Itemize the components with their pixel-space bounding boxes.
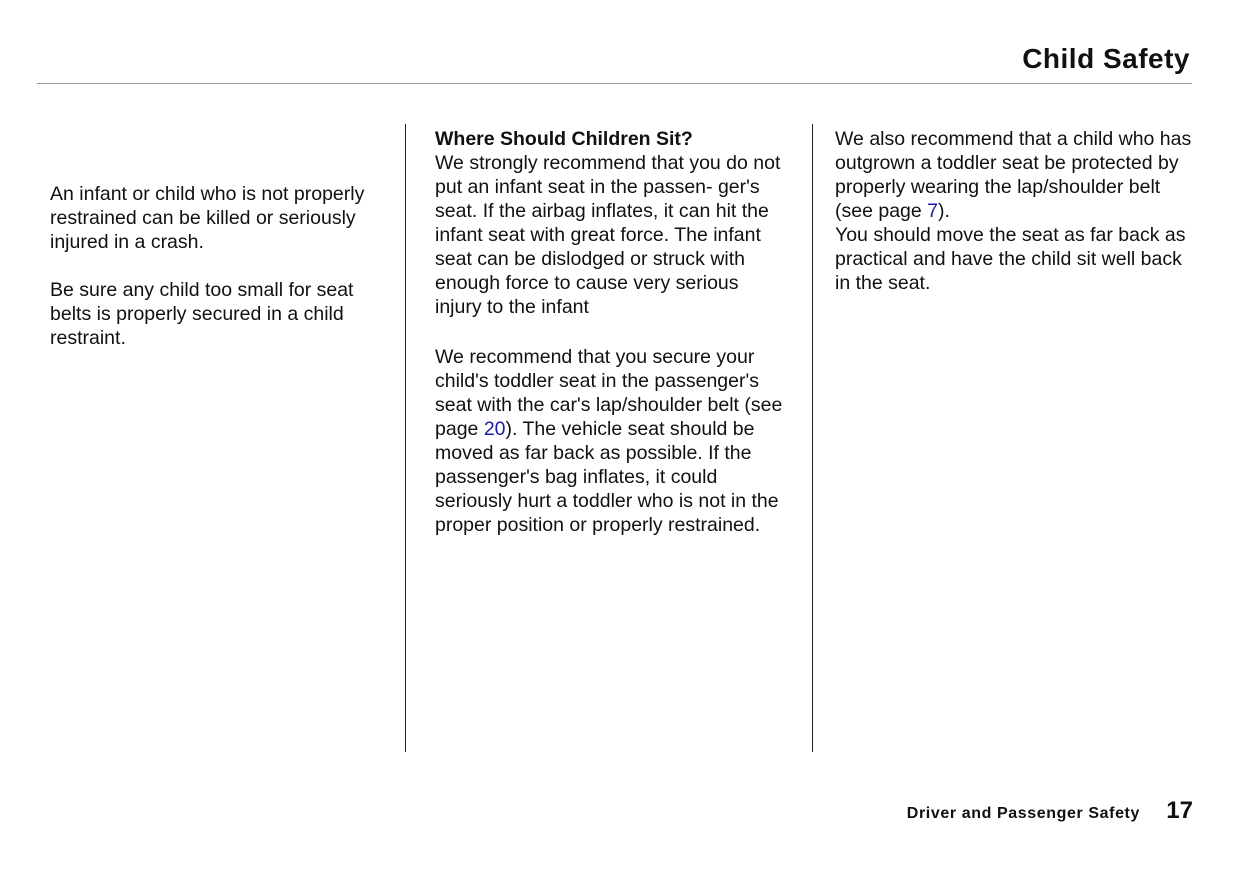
middle-column [435, 127, 790, 537]
warning-paragraph: An infant or child who is not properly restrained can be killed or seriously injured in a crash. [50, 183, 365, 253]
footer-section-title: Driver and Passenger Safety [906, 805, 1140, 822]
right-column [835, 127, 1195, 295]
page-title: Child Safety [1022, 43, 1190, 74]
section-heading: Where Should Children Sit? [435, 128, 693, 150]
toddler-seat-text-end: ). The vehicle seat should be moved as far back as possible. If the passenger's bag inflates, it could seriously hurt a toddler who is not in the proper position or properly restrained. [435, 418, 779, 536]
header-divider [37, 83, 1192, 84]
column-divider-right [812, 124, 813, 752]
older-child-text-end: ). [938, 200, 950, 222]
older-child-text-start: We also recommend that a child who has outgrown a toddler seat be protected by properly wearing the lap/shoulder belt (see page [835, 128, 1192, 222]
infant-seat-paragraph: We strongly recommend that you do not put an infant seat in the passen- ger's seat. If the airbag inflates, it can hit the infant seat with great force. The infant seat can be dislodged or struck with enough force to cause very serious injury to the infant [435, 152, 781, 318]
toddler-seat-text-start: We recommend that you secure your child's toddler seat in the passenger's seat with the car's lap/shoulder belt (see page [435, 346, 783, 440]
toddler-seat-paragraph [435, 345, 790, 537]
page-7-link[interactable]: 7 [927, 200, 939, 222]
column-divider-left [405, 124, 406, 752]
restraint-paragraph: Be sure any child too small for seat belts is properly secured in a child restraint. [50, 279, 354, 349]
older-child-paragraph [835, 127, 1195, 223]
left-column [50, 182, 380, 350]
page-20-link[interactable]: 20 [483, 418, 506, 440]
page-number: 17 [1166, 797, 1193, 824]
seat-position-paragraph: You should move the seat as far back as practical and have the child sit well back in the seat. [835, 224, 1186, 294]
